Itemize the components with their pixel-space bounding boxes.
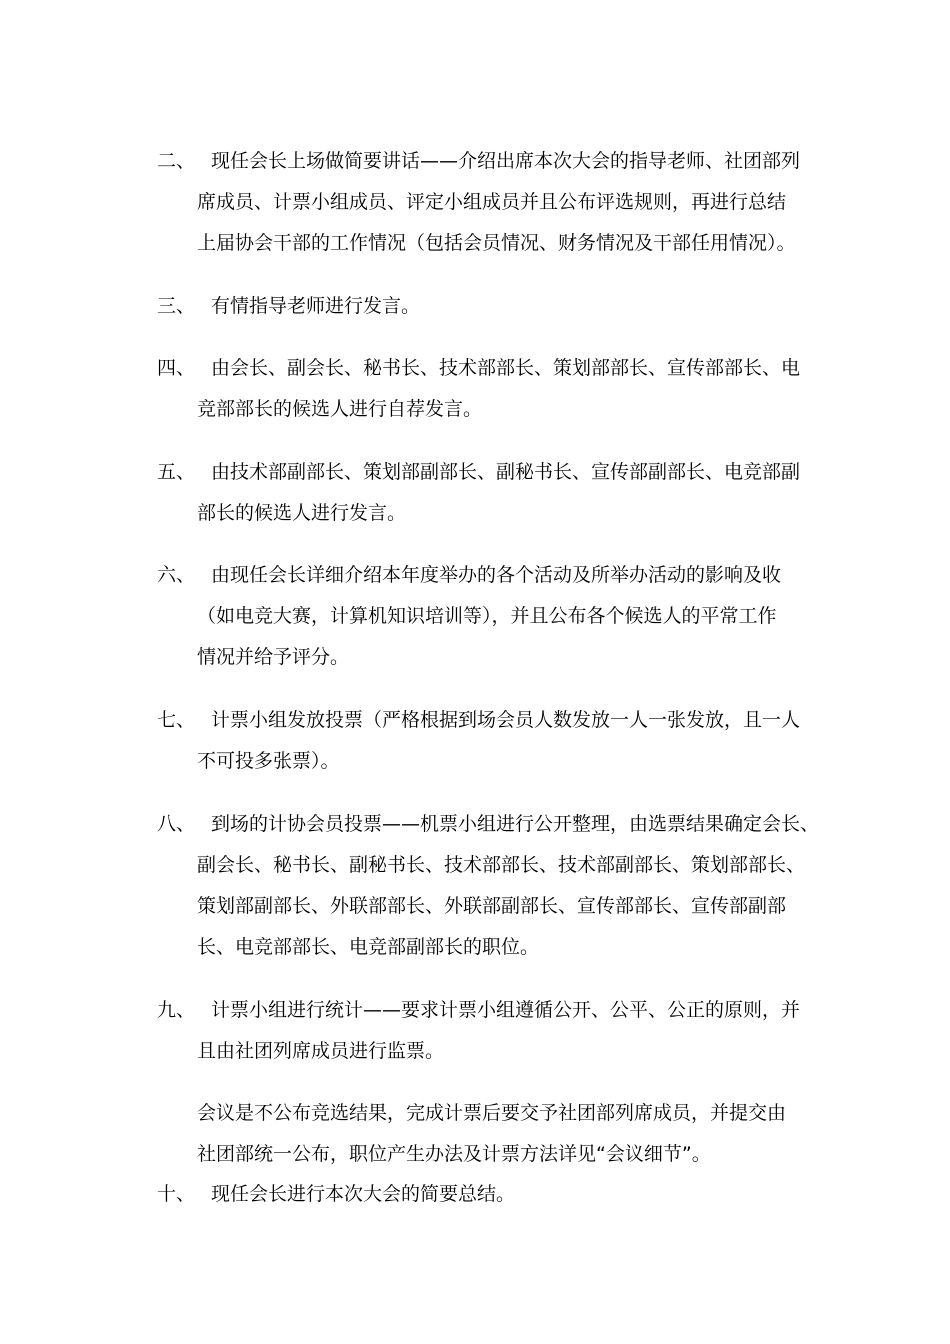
item-number: 八、 (157, 813, 196, 835)
item-text (197, 804, 837, 968)
item-line: 由现任会长详细介绍本年度举办的各个活动及所举办活动的影响及收 (211, 564, 782, 586)
item-number: 七、 (157, 709, 196, 731)
item-line: 竞部部长的候选人进行自荐发言。 (197, 398, 483, 420)
item-line: 计票小组进行统计——要求计票小组遵循公开、公平、公正的原则，并 (211, 999, 801, 1021)
item-line: 情况并给予评分。 (197, 646, 350, 668)
item-number: 九、 (157, 999, 196, 1021)
note-text (197, 1093, 837, 1175)
item-line: （如电竞大赛，计算机知识培训等），并且公布各个候选人的平常工作 (197, 605, 777, 627)
item-number: 四、 (157, 357, 196, 379)
item-number: 十、 (157, 1183, 196, 1205)
item-line: 部长的候选人进行发言。 (197, 502, 407, 524)
item-line: 不可投多张票）。 (197, 750, 340, 772)
item-text (197, 990, 837, 1072)
item-line: 现任会长进行本次大会的简要总结。 (211, 1183, 516, 1205)
item-line: 有情指导老师进行发言。 (211, 295, 421, 317)
item-line: 由会长、副会长、秘书长、技术部部长、策划部部长、宣传部部长、电 (211, 357, 801, 379)
item-text (197, 700, 837, 782)
item-text (197, 141, 837, 264)
item-line: 上届协会干部的工作情况（包括会员情况、财务情况及干部任用情况）。 (197, 232, 796, 254)
item-number: 二、 (157, 150, 196, 172)
item-line: 长、电竞部部长、电竞部副部长的职位。 (197, 936, 540, 958)
item-line: 且由社团列席成员进行监票。 (197, 1040, 445, 1062)
item-line: 由技术部副部长、策划部副部长、副秘书长、宣传部副部长、电竞部副 (211, 461, 801, 483)
item-line: 席成员、计票小组成员、评定小组成员并且公布评选规则，再进行总结 (197, 191, 787, 213)
item-text (197, 555, 837, 678)
item-number: 六、 (157, 564, 196, 586)
item-number: 三、 (157, 295, 196, 317)
item-line: 副会长、秘书长、副秘书长、技术部部长、技术部副部长、策划部部长、 (197, 854, 806, 876)
note-line: 会议是不公布竞选结果，完成计票后要交予社团部列席成员，并提交由 (197, 1102, 787, 1124)
note-line: 社团部统一公布，职位产生办法及计票方法详见“会议细节”。 (197, 1143, 711, 1165)
item-text (197, 452, 837, 534)
item-line: 计票小组发放投票（严格根据到场会员人数发放一人一张发放，且一人 (211, 709, 801, 731)
item-text (197, 1174, 837, 1215)
item-line: 策划部副部长、外联部部长、外联部副部长、宣传部部长、宣传部副部 (197, 895, 787, 917)
item-line: 现任会长上场做简要讲话——介绍出席本次大会的指导老师、社团部列 (211, 150, 801, 172)
item-text (197, 348, 837, 430)
item-line: 到场的计协会员投票——机票小组进行公开整理，由选票结果确定会长、 (211, 813, 820, 835)
item-text (197, 286, 837, 327)
item-number: 五、 (157, 461, 196, 483)
